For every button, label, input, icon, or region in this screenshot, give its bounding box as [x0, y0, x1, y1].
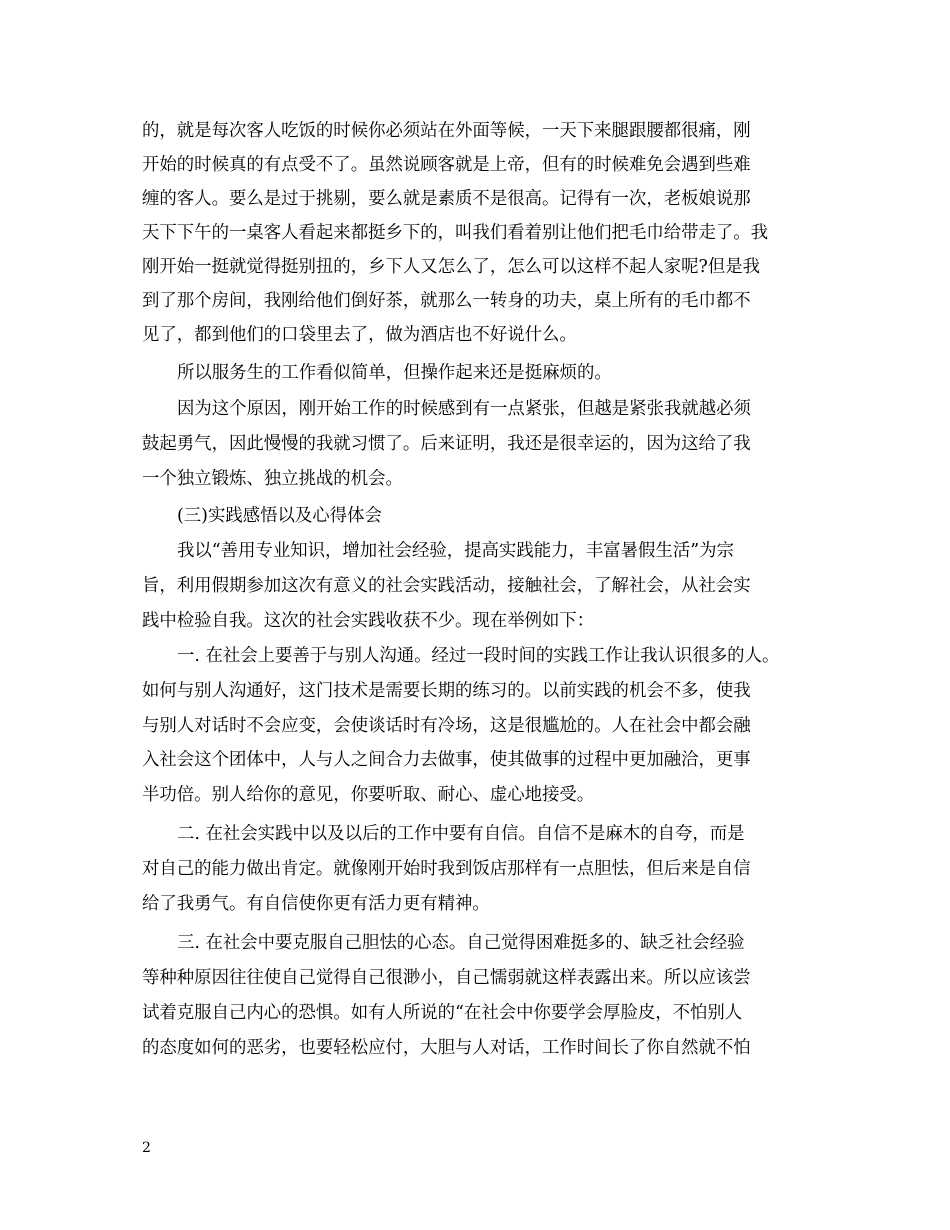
text-line: 等种种原因往往使自己觉得自己很渺小，自己懦弱就这样表露出来。所以应该尝: [142, 968, 751, 988]
text-line: 如何与别人沟通好，这门技术是需要长期的练习的。以前实践的机会不多，使我: [142, 681, 751, 701]
text-line: 开始的时候真的有点受不了。虽然说顾客就是上帝，但有的时候难免会遇到些难: [142, 155, 751, 175]
list-item: 一. 在社会上要善于与别人沟通。经过一段时间的实践工作让我认识很多的人。: [177, 646, 780, 666]
text-line: 刚开始一挺就觉得挺别扭的，乡下人又怎么了，怎么可以这样不起人家呢?但是我: [142, 257, 760, 277]
text-line: 旨，利用假期参加这次有意义的社会实践活动，接触社会，了解社会，从社会实: [142, 576, 751, 596]
text-line: 天下下午的一桌客人看起来都挺乡下的，叫我们看着别让他们把毛巾给带走了。我: [142, 223, 769, 243]
text-line: 我以“善用专业知识，增加社会经验，提高实践能力，丰富暑假生活”为宗: [177, 541, 734, 561]
page-number: 2: [142, 1140, 151, 1156]
list-item: 二. 在社会实践中以及以后的工作中要有自信。自信不是麻木的自夸，而是: [177, 824, 745, 844]
text-line: 对自己的能力做出肯定。就像刚开始时我到饭店那样有一点胆怯，但后来是自信: [142, 859, 751, 879]
text-line: 因为这个原因，刚开始工作的时候感到有一点紧张，但越是紧张我就越必须: [177, 399, 751, 419]
text-line: 的态度如何的恶劣，也要轻松应付，大胆与人对话，工作时间长了你自然就不怕: [142, 1038, 751, 1058]
text-line: 半功倍。别人给你的意见，你要听取、耐心、虚心地接受。: [142, 785, 595, 805]
text-line: 一个独立锻炼、独立挑战的机会。: [142, 469, 403, 489]
text-line: 见了，都到他们的口袋里去了，做为酒店也不好说什么。: [142, 325, 577, 345]
text-line: 与别人对话时不会应变，会使谈话时有冷场，这是很尴尬的。人在社会中都会融: [142, 716, 751, 736]
text-line: 的，就是每次客人吃饭的时候你必须站在外面等候，一天下来腿跟腰都很痛，刚: [142, 121, 751, 141]
text-line: 缠的客人。要么是过于挑剔，要么就是素质不是很高。记得有一次，老板娘说那: [142, 189, 751, 209]
text-line: 入社会这个团体中，人与人之间合力去做事，使其做事的过程中更加融洽，更事: [142, 750, 751, 770]
text-line: 所以服务生的工作看似简单，但操作起来还是挺麻烦的。: [177, 363, 612, 383]
list-item: 三. 在社会中要克服自己胆怯的心态。自己觉得困难挺多的、缺乏社会经验: [177, 933, 745, 953]
text-line: 给了我勇气。有自信使你更有活力更有精神。: [142, 894, 490, 914]
text-line: 鼓起勇气，因此慢慢的我就习惯了。后来证明，我还是很幸运的，因为这给了我: [142, 434, 751, 454]
text-line: 到了那个房间，我刚给他们倒好茶，就那么一转身的功夫，桌上所有的毛巾都不: [142, 291, 751, 311]
section-heading: (三)实践感悟以及心得体会: [177, 506, 382, 526]
text-line: 践中检验自我。这次的社会实践收获不少。现在举例如下：: [142, 611, 595, 631]
text-line: 试着克服自己内心的恐惧。如有人所说的“在社会中你要学会厚脸皮，不怕别人: [142, 1003, 743, 1023]
